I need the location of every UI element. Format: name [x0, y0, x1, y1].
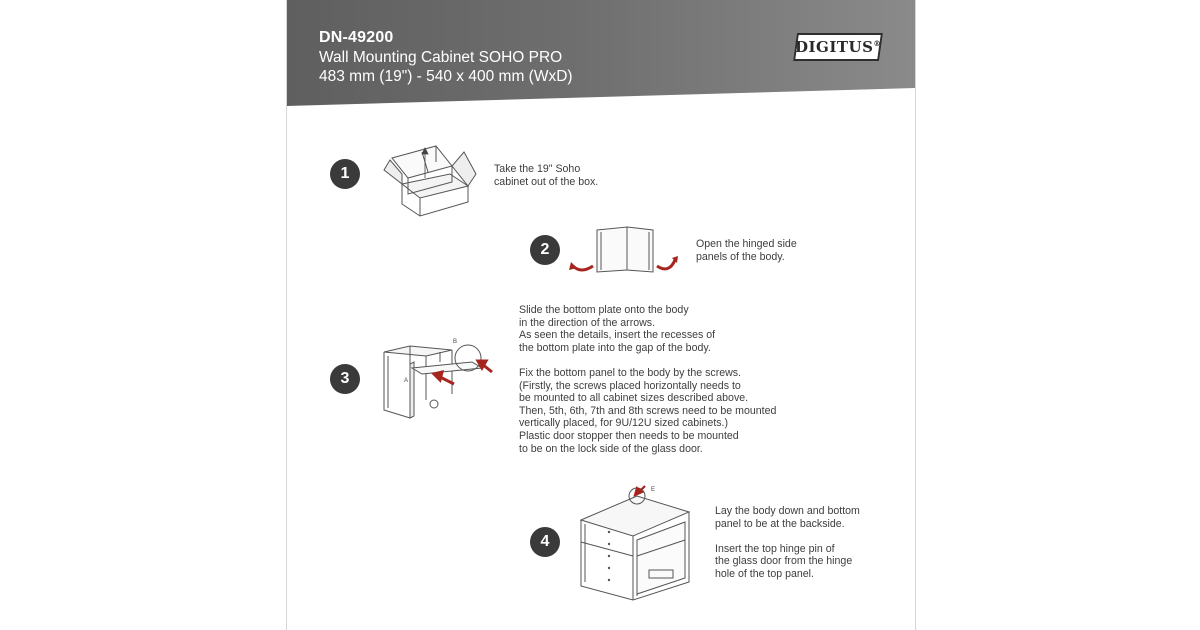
step-2-badge: 2 — [530, 235, 560, 265]
product-dimensions: 483 mm (19") - 540 x 400 mm (WxD) — [319, 68, 573, 85]
step-1-line: Take the 19" Soho — [494, 163, 581, 175]
step-4-illustration — [577, 482, 697, 602]
step-4-line: Lay the body down and bottom — [715, 505, 860, 517]
step-4-badge: 4 — [530, 527, 560, 557]
step-3-badge: 3 — [330, 364, 360, 394]
step-1-badge: 1 — [330, 159, 360, 189]
step-3-text — [519, 304, 776, 455]
step-3-line: Then, 5th, 6th, 7th and 8th screws need to be mounted — [519, 404, 777, 417]
step-3-line: Plastic door stopper then needs to be mounted — [519, 429, 739, 442]
step-3-line: in the direction of the arrows. — [519, 316, 656, 329]
step-3-line: the bottom plate into the gap of the body. — [519, 341, 711, 354]
step-3-line: As seen the details, insert the recesses of — [519, 329, 716, 342]
step-3-line: (Firstly, the screws placed horizontally needs to — [519, 379, 741, 392]
step-3-line: Slide the bottom plate onto the body — [519, 304, 689, 316]
product-title: Wall Mounting Cabinet SOHO PRO — [319, 49, 563, 66]
instruction-sheet — [286, 0, 916, 630]
step-2-line: panels of the body. — [696, 250, 785, 263]
step-1-line: cabinet out of the box. — [494, 175, 599, 188]
step-3-line: be mounted to all cabinet sizes described above. — [519, 392, 749, 405]
step-4-line: Insert the top hinge pin of — [715, 542, 835, 555]
label-e: E — [651, 487, 656, 493]
logo-text: DIGITUS — [795, 38, 874, 56]
label-a: A — [404, 378, 409, 384]
step-2-text — [696, 238, 797, 263]
step-4-line: hole of the top panel. — [715, 567, 814, 580]
step-3-line: to be on the lock side of the glass door. — [519, 442, 703, 455]
step-4-line: panel to be at the backside. — [715, 517, 845, 530]
model-number: DN-49200 — [319, 29, 394, 46]
step-1-illustration — [382, 136, 477, 218]
step-2-illustration — [571, 222, 679, 276]
label-b: B — [453, 339, 458, 345]
step-4-line: the glass door from the hinge — [715, 555, 853, 568]
step-1-text — [494, 163, 598, 188]
registered-mark: ® — [873, 39, 881, 48]
step-4-text — [715, 505, 860, 581]
step-3-line: vertically placed, for 9U/12U sized cabinets.) — [519, 417, 729, 430]
step-2-line: Open the hinged side — [696, 238, 797, 250]
step-3-illustration — [382, 334, 502, 420]
digitus-logo — [793, 33, 883, 61]
step-3-line: Fix the bottom panel to the body by the screws. — [519, 366, 741, 379]
